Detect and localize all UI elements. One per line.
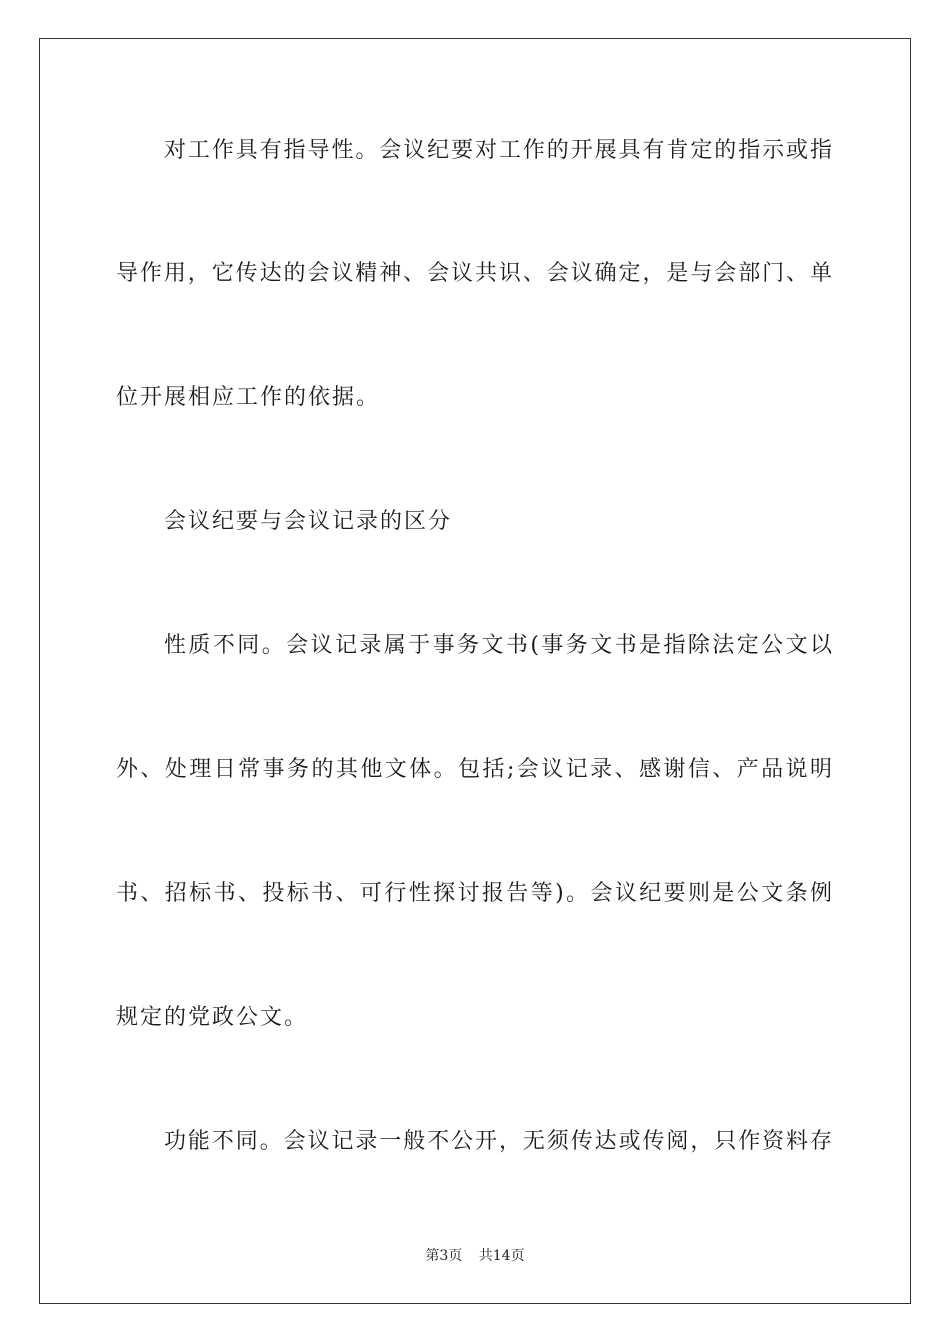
paragraph-line: 对工作具有指导性。会议纪要对工作的开展具有肯定的指示或指 <box>164 138 832 163</box>
page-border <box>39 38 911 1304</box>
page-number: 第3页 <box>425 1248 463 1264</box>
page-footer <box>0 1246 950 1266</box>
paragraph-line: 规定的党政公文。 <box>116 1005 309 1030</box>
paragraph-line: 书、招标书、投标书、可行性探讨报告等)。会议纪要则是公文条例 <box>116 881 832 906</box>
paragraph-line: 外、处理日常事务的其他文体。包括;会议记录、感谢信、产品说明 <box>116 757 832 782</box>
paragraph-line: 位开展相应工作的依据。 <box>116 385 381 410</box>
page-total: 共14页 <box>478 1248 525 1264</box>
paragraph-line: 功能不同。会议记录一般不公开，无须传达或传阅，只作资料存 <box>164 1129 832 1154</box>
section-heading: 会议纪要与会议记录的区分 <box>164 509 453 534</box>
paragraph-line: 性质不同。会议记录属于事务文书(事务文书是指除法定公文以 <box>164 633 832 658</box>
paragraph-line: 导作用，它传达的会议精神、会议共识、会议确定，是与会部门、单 <box>116 261 832 286</box>
